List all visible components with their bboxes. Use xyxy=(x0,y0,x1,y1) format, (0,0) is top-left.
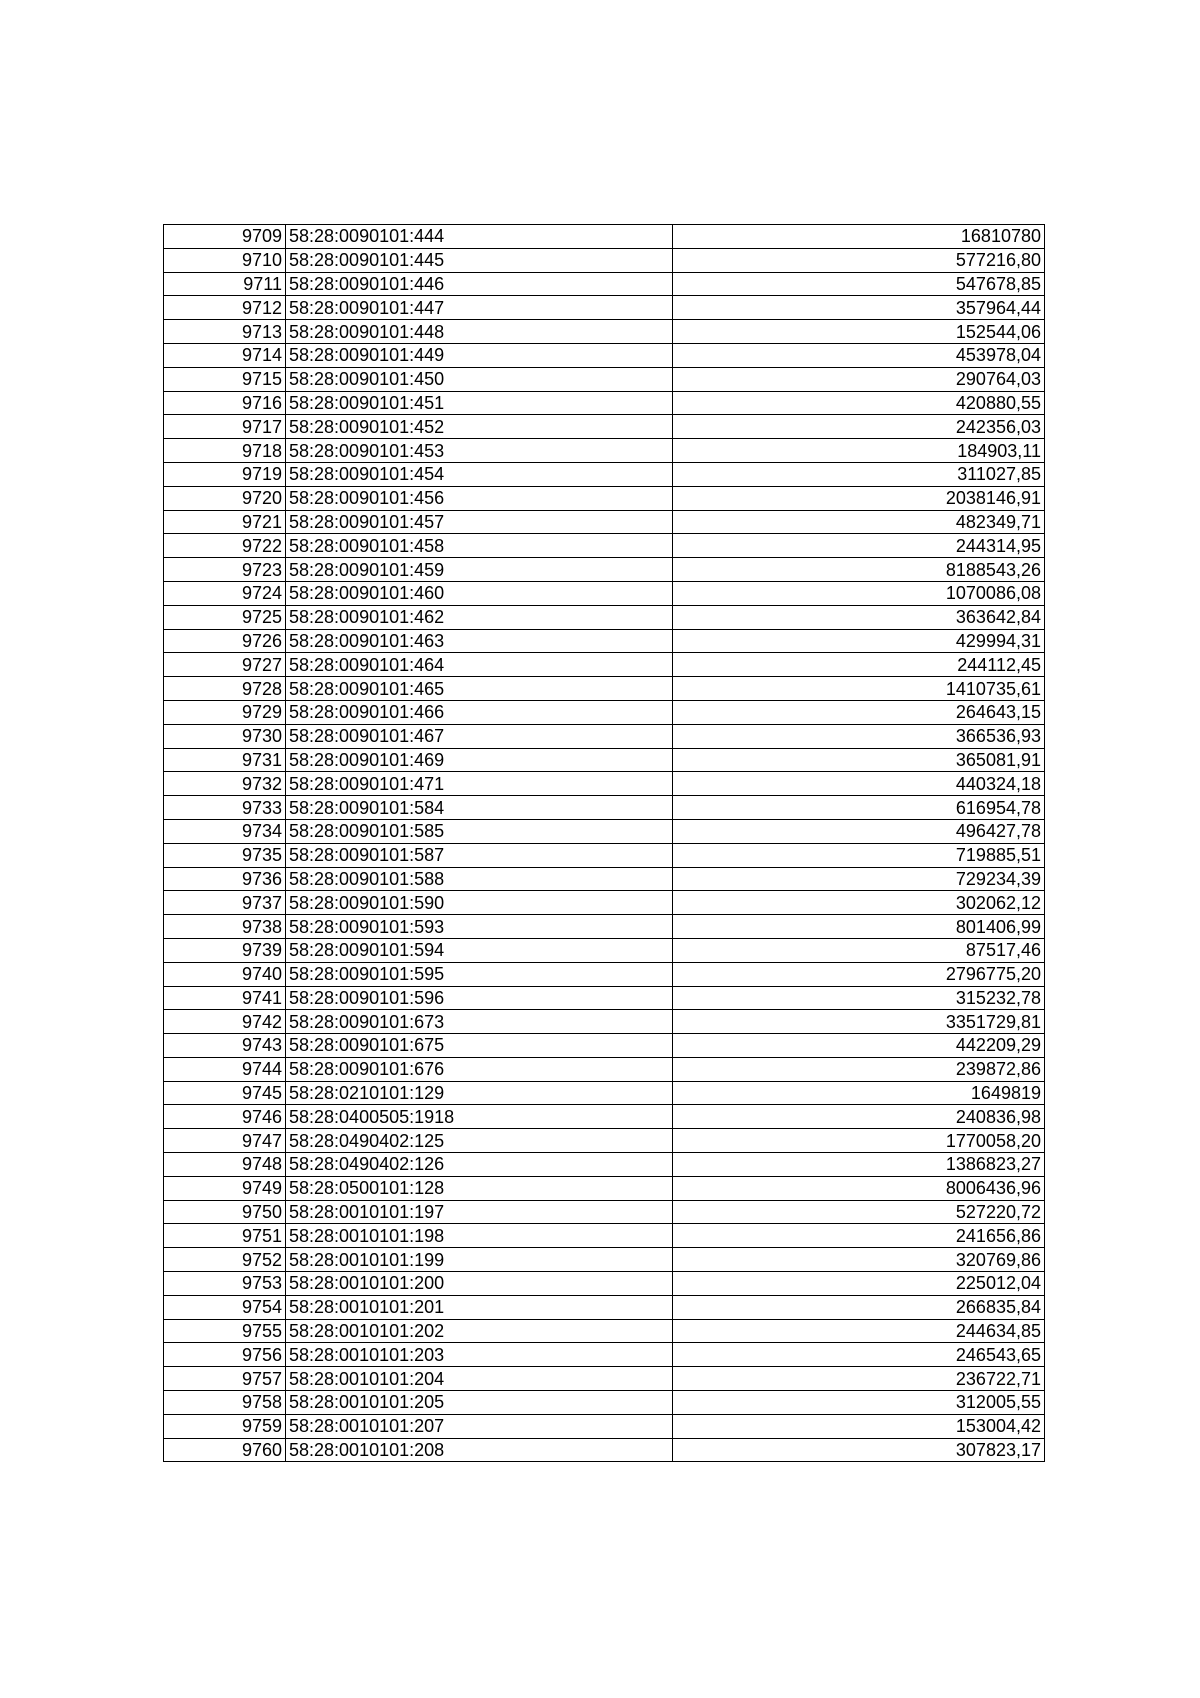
row-number-cell: 9724 xyxy=(164,581,286,605)
table-row xyxy=(164,1414,1045,1438)
row-number-cell: 9715 xyxy=(164,367,286,391)
cadastral-number-cell: 58:28:0010101:204 xyxy=(286,1367,673,1391)
value-cell: 242356,03 xyxy=(673,415,1045,439)
value-cell: 3351729,81 xyxy=(673,1010,1045,1034)
table-row xyxy=(164,962,1045,986)
row-number-cell: 9718 xyxy=(164,439,286,463)
table-row xyxy=(164,653,1045,677)
table-row xyxy=(164,1272,1045,1296)
row-number-cell: 9747 xyxy=(164,1129,286,1153)
value-cell: 1410735,61 xyxy=(673,677,1045,701)
row-number-cell: 9756 xyxy=(164,1343,286,1367)
value-cell: 246543,65 xyxy=(673,1343,1045,1367)
row-number-cell: 9757 xyxy=(164,1367,286,1391)
table-row xyxy=(164,486,1045,510)
cadastral-number-cell: 58:28:0090101:458 xyxy=(286,534,673,558)
cadastral-number-cell: 58:28:0090101:462 xyxy=(286,605,673,629)
row-number-cell: 9742 xyxy=(164,1010,286,1034)
value-cell: 244112,45 xyxy=(673,653,1045,677)
row-number-cell: 9754 xyxy=(164,1295,286,1319)
row-number-cell: 9739 xyxy=(164,938,286,962)
cadastral-number-cell: 58:28:0090101:590 xyxy=(286,891,673,915)
cadastral-number-cell: 58:28:0490402:125 xyxy=(286,1129,673,1153)
table-row xyxy=(164,1224,1045,1248)
value-cell: 547678,85 xyxy=(673,272,1045,296)
table-row xyxy=(164,677,1045,701)
cadastral-number-cell: 58:28:0090101:452 xyxy=(286,415,673,439)
cadastral-number-cell: 58:28:0490402:126 xyxy=(286,1153,673,1177)
value-cell: 616954,78 xyxy=(673,796,1045,820)
row-number-cell: 9750 xyxy=(164,1200,286,1224)
table-row xyxy=(164,581,1045,605)
table-row xyxy=(164,986,1045,1010)
row-number-cell: 9725 xyxy=(164,605,286,629)
row-number-cell: 9741 xyxy=(164,986,286,1010)
table-row xyxy=(164,1200,1045,1224)
table-row xyxy=(164,1129,1045,1153)
cadastral-number-cell: 58:28:0090101:675 xyxy=(286,1034,673,1058)
value-cell: 440324,18 xyxy=(673,772,1045,796)
row-number-cell: 9748 xyxy=(164,1153,286,1177)
cadastral-number-cell: 58:28:0090101:587 xyxy=(286,843,673,867)
row-number-cell: 9723 xyxy=(164,558,286,582)
value-cell: 363642,84 xyxy=(673,605,1045,629)
cadastral-number-cell: 58:28:0090101:451 xyxy=(286,391,673,415)
value-cell: 244634,85 xyxy=(673,1319,1045,1343)
table-row xyxy=(164,343,1045,367)
cadastral-number-cell: 58:28:0090101:469 xyxy=(286,748,673,772)
table-row xyxy=(164,748,1045,772)
table-row xyxy=(164,867,1045,891)
value-cell: 266835,84 xyxy=(673,1295,1045,1319)
value-cell: 2796775,20 xyxy=(673,962,1045,986)
value-cell: 152544,06 xyxy=(673,320,1045,344)
cadastral-number-cell: 58:28:0010101:202 xyxy=(286,1319,673,1343)
value-cell: 527220,72 xyxy=(673,1200,1045,1224)
value-cell: 8006436,96 xyxy=(673,1176,1045,1200)
value-cell: 1770058,20 xyxy=(673,1129,1045,1153)
cadastral-number-cell: 58:28:0010101:197 xyxy=(286,1200,673,1224)
row-number-cell: 9730 xyxy=(164,724,286,748)
cadastral-number-cell: 58:28:0090101:673 xyxy=(286,1010,673,1034)
cadastral-number-cell: 58:28:0090101:584 xyxy=(286,796,673,820)
value-cell: 240836,98 xyxy=(673,1105,1045,1129)
row-number-cell: 9736 xyxy=(164,867,286,891)
value-cell: 442209,29 xyxy=(673,1034,1045,1058)
table-row xyxy=(164,891,1045,915)
table-row xyxy=(164,415,1045,439)
table-row xyxy=(164,1105,1045,1129)
row-number-cell: 9744 xyxy=(164,1057,286,1081)
cadastral-number-cell: 58:28:0090101:444 xyxy=(286,225,673,249)
table-row xyxy=(164,558,1045,582)
row-number-cell: 9716 xyxy=(164,391,286,415)
cadastral-number-cell: 58:28:0090101:465 xyxy=(286,677,673,701)
cadastral-number-cell: 58:28:0500101:128 xyxy=(286,1176,673,1200)
cadastral-number-cell: 58:28:0090101:453 xyxy=(286,439,673,463)
row-number-cell: 9738 xyxy=(164,915,286,939)
row-number-cell: 9759 xyxy=(164,1414,286,1438)
cadastral-number-cell: 58:28:0090101:449 xyxy=(286,343,673,367)
table-row xyxy=(164,1081,1045,1105)
value-cell: 1386823,27 xyxy=(673,1153,1045,1177)
row-number-cell: 9731 xyxy=(164,748,286,772)
value-cell: 420880,55 xyxy=(673,391,1045,415)
table-row xyxy=(164,510,1045,534)
table-row xyxy=(164,1010,1045,1034)
table-row xyxy=(164,1343,1045,1367)
value-cell: 320769,86 xyxy=(673,1248,1045,1272)
value-cell: 184903,11 xyxy=(673,439,1045,463)
value-cell: 357964,44 xyxy=(673,296,1045,320)
value-cell: 1649819 xyxy=(673,1081,1045,1105)
table-row xyxy=(164,1057,1045,1081)
cadastral-number-cell: 58:28:0090101:456 xyxy=(286,486,673,510)
cadastral-number-cell: 58:28:0090101:588 xyxy=(286,867,673,891)
row-number-cell: 9755 xyxy=(164,1319,286,1343)
cadastral-number-cell: 58:28:0090101:466 xyxy=(286,700,673,724)
row-number-cell: 9720 xyxy=(164,486,286,510)
row-number-cell: 9727 xyxy=(164,653,286,677)
value-cell: 16810780 xyxy=(673,225,1045,249)
row-number-cell: 9719 xyxy=(164,462,286,486)
table-row xyxy=(164,605,1045,629)
row-number-cell: 9751 xyxy=(164,1224,286,1248)
table-row xyxy=(164,1176,1045,1200)
value-cell: 729234,39 xyxy=(673,867,1045,891)
cadastral-number-cell: 58:28:0090101:595 xyxy=(286,962,673,986)
cadastral-number-cell: 58:28:0010101:200 xyxy=(286,1272,673,1296)
row-number-cell: 9749 xyxy=(164,1176,286,1200)
table-row xyxy=(164,796,1045,820)
cadastral-number-cell: 58:28:0090101:467 xyxy=(286,724,673,748)
row-number-cell: 9732 xyxy=(164,772,286,796)
cadastral-number-cell: 58:28:0090101:676 xyxy=(286,1057,673,1081)
cadastral-number-cell: 58:28:0090101:464 xyxy=(286,653,673,677)
row-number-cell: 9728 xyxy=(164,677,286,701)
row-number-cell: 9711 xyxy=(164,272,286,296)
row-number-cell: 9721 xyxy=(164,510,286,534)
cadastral-number-cell: 58:28:0400505:1918 xyxy=(286,1105,673,1129)
row-number-cell: 9735 xyxy=(164,843,286,867)
row-number-cell: 9713 xyxy=(164,320,286,344)
cadastral-number-cell: 58:28:0010101:208 xyxy=(286,1438,673,1462)
cadastral-number-cell: 58:28:0090101:445 xyxy=(286,248,673,272)
table-row xyxy=(164,1319,1045,1343)
table-body xyxy=(164,225,1045,1462)
cadastral-number-cell: 58:28:0090101:457 xyxy=(286,510,673,534)
table-row xyxy=(164,534,1045,558)
row-number-cell: 9760 xyxy=(164,1438,286,1462)
cadastral-value-table xyxy=(163,224,1045,1462)
cadastral-number-cell: 58:28:0090101:459 xyxy=(286,558,673,582)
value-cell: 290764,03 xyxy=(673,367,1045,391)
cadastral-number-cell: 58:28:0090101:448 xyxy=(286,320,673,344)
row-number-cell: 9717 xyxy=(164,415,286,439)
value-cell: 453978,04 xyxy=(673,343,1045,367)
row-number-cell: 9729 xyxy=(164,700,286,724)
value-cell: 719885,51 xyxy=(673,843,1045,867)
table-row xyxy=(164,700,1045,724)
value-cell: 1070086,08 xyxy=(673,581,1045,605)
row-number-cell: 9753 xyxy=(164,1272,286,1296)
value-cell: 315232,78 xyxy=(673,986,1045,1010)
value-cell: 365081,91 xyxy=(673,748,1045,772)
value-cell: 366536,93 xyxy=(673,724,1045,748)
table-row xyxy=(164,1438,1045,1462)
table-row xyxy=(164,272,1045,296)
table-row xyxy=(164,225,1045,249)
value-cell: 8188543,26 xyxy=(673,558,1045,582)
row-number-cell: 9714 xyxy=(164,343,286,367)
value-cell: 429994,31 xyxy=(673,629,1045,653)
table-row xyxy=(164,367,1045,391)
value-cell: 225012,04 xyxy=(673,1272,1045,1296)
table-row xyxy=(164,1367,1045,1391)
value-cell: 307823,17 xyxy=(673,1438,1045,1462)
value-cell: 244314,95 xyxy=(673,534,1045,558)
table-row xyxy=(164,915,1045,939)
cadastral-number-cell: 58:28:0090101:593 xyxy=(286,915,673,939)
value-cell: 239872,86 xyxy=(673,1057,1045,1081)
value-cell: 236722,71 xyxy=(673,1367,1045,1391)
value-cell: 311027,85 xyxy=(673,462,1045,486)
value-cell: 801406,99 xyxy=(673,915,1045,939)
row-number-cell: 9722 xyxy=(164,534,286,558)
table-row xyxy=(164,1295,1045,1319)
table-row xyxy=(164,439,1045,463)
table-row xyxy=(164,1034,1045,1058)
cadastral-number-cell: 58:28:0090101:596 xyxy=(286,986,673,1010)
value-cell: 241656,86 xyxy=(673,1224,1045,1248)
row-number-cell: 9752 xyxy=(164,1248,286,1272)
value-cell: 87517,46 xyxy=(673,938,1045,962)
table-row xyxy=(164,819,1045,843)
table-row xyxy=(164,1248,1045,1272)
row-number-cell: 9740 xyxy=(164,962,286,986)
cadastral-number-cell: 58:28:0090101:447 xyxy=(286,296,673,320)
table-row xyxy=(164,1153,1045,1177)
table-row xyxy=(164,248,1045,272)
table-row xyxy=(164,772,1045,796)
cadastral-number-cell: 58:28:0090101:471 xyxy=(286,772,673,796)
cadastral-number-cell: 58:28:0090101:463 xyxy=(286,629,673,653)
value-cell: 153004,42 xyxy=(673,1414,1045,1438)
table-row xyxy=(164,843,1045,867)
row-number-cell: 9712 xyxy=(164,296,286,320)
cadastral-number-cell: 58:28:0090101:454 xyxy=(286,462,673,486)
row-number-cell: 9745 xyxy=(164,1081,286,1105)
table-row xyxy=(164,629,1045,653)
value-cell: 264643,15 xyxy=(673,700,1045,724)
table-row xyxy=(164,391,1045,415)
table-row xyxy=(164,462,1045,486)
value-cell: 302062,12 xyxy=(673,891,1045,915)
cadastral-number-cell: 58:28:0010101:203 xyxy=(286,1343,673,1367)
row-number-cell: 9743 xyxy=(164,1034,286,1058)
table-row xyxy=(164,724,1045,748)
cadastral-number-cell: 58:28:0090101:594 xyxy=(286,938,673,962)
row-number-cell: 9726 xyxy=(164,629,286,653)
cadastral-number-cell: 58:28:0210101:129 xyxy=(286,1081,673,1105)
row-number-cell: 9709 xyxy=(164,225,286,249)
cadastral-number-cell: 58:28:0090101:585 xyxy=(286,819,673,843)
table-row xyxy=(164,1391,1045,1415)
table-row xyxy=(164,296,1045,320)
table-row xyxy=(164,938,1045,962)
cadastral-number-cell: 58:28:0090101:446 xyxy=(286,272,673,296)
value-cell: 2038146,91 xyxy=(673,486,1045,510)
row-number-cell: 9733 xyxy=(164,796,286,820)
row-number-cell: 9734 xyxy=(164,819,286,843)
value-cell: 312005,55 xyxy=(673,1391,1045,1415)
row-number-cell: 9746 xyxy=(164,1105,286,1129)
value-cell: 496427,78 xyxy=(673,819,1045,843)
value-cell: 482349,71 xyxy=(673,510,1045,534)
cadastral-number-cell: 58:28:0010101:201 xyxy=(286,1295,673,1319)
cadastral-number-cell: 58:28:0010101:198 xyxy=(286,1224,673,1248)
value-cell: 577216,80 xyxy=(673,248,1045,272)
cadastral-number-cell: 58:28:0010101:207 xyxy=(286,1414,673,1438)
table-row xyxy=(164,320,1045,344)
row-number-cell: 9737 xyxy=(164,891,286,915)
cadastral-number-cell: 58:28:0090101:460 xyxy=(286,581,673,605)
row-number-cell: 9758 xyxy=(164,1391,286,1415)
cadastral-number-cell: 58:28:0090101:450 xyxy=(286,367,673,391)
cadastral-number-cell: 58:28:0010101:205 xyxy=(286,1391,673,1415)
row-number-cell: 9710 xyxy=(164,248,286,272)
cadastral-number-cell: 58:28:0010101:199 xyxy=(286,1248,673,1272)
